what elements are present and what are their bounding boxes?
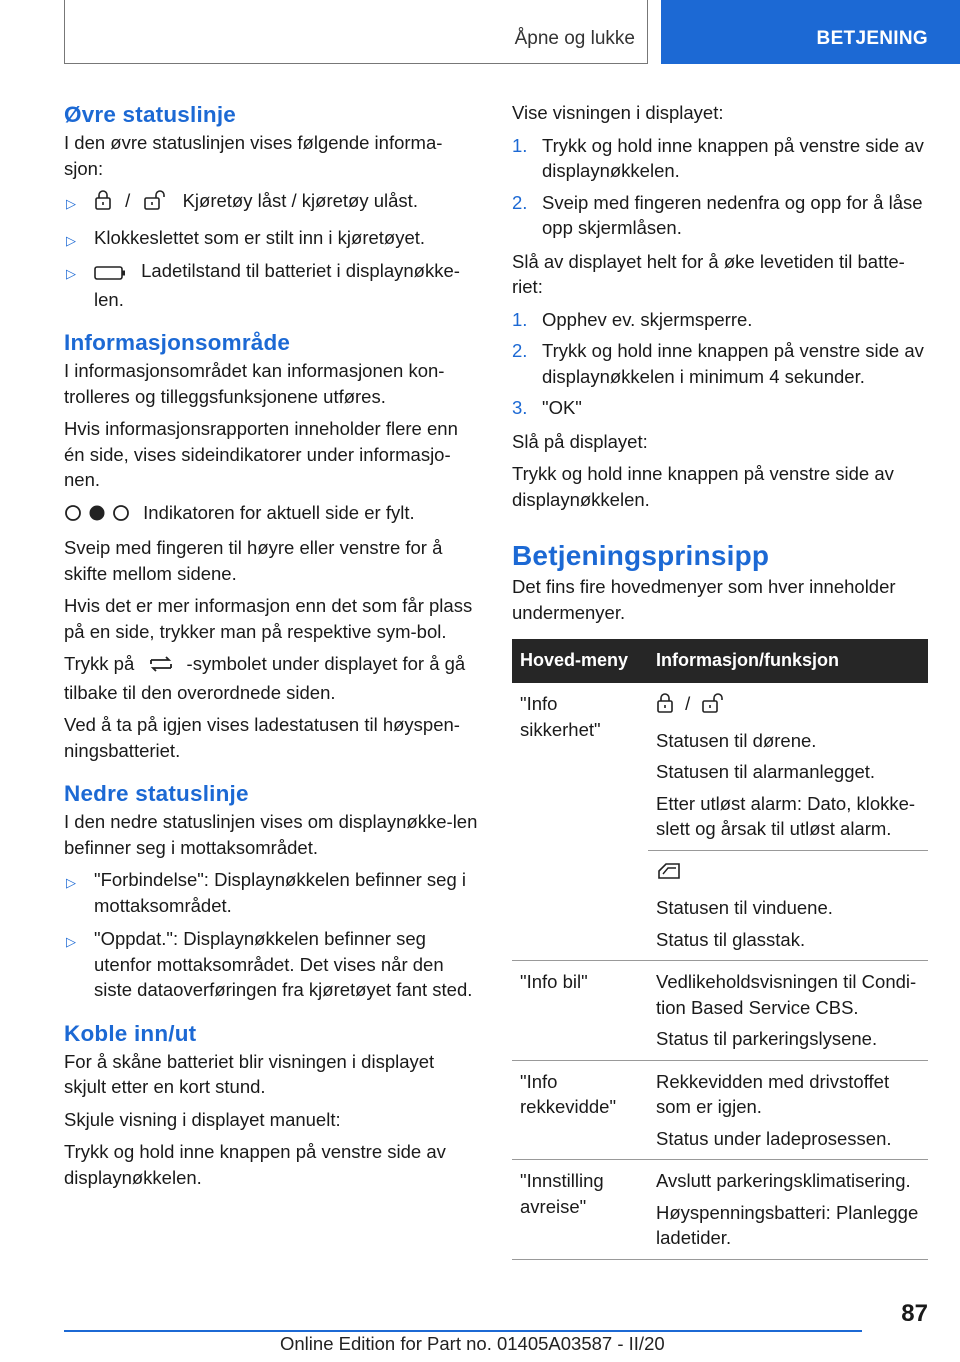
header-section-title: Åpne og lukke: [514, 28, 635, 49]
table-cell-menu: "Innstilling avreise": [512, 1160, 648, 1260]
cell-text: Statusen til vinduene.: [656, 897, 833, 918]
triangle-bullet-icon: ▷: [66, 232, 76, 248]
cell-text: Høyspenningsbatteri: Planlegge ladetider.: [656, 1201, 919, 1248]
header-section-box: [64, 0, 648, 64]
list-item-text: Kjøretøy låst / kjøretøy ulåst.: [182, 190, 418, 211]
table-row: [512, 1060, 928, 1160]
cell-text: Vedlikeholdsvisningen til Condi-tion Based Service CBS.: [656, 971, 917, 1018]
paragraph: Sveip med fingeren til høyre eller venstre for å skifte mellom sidene.: [64, 537, 443, 584]
list-item-text: "Forbindelse": Displaynøkkelen befinner seg i mottaksområdet.: [94, 869, 467, 916]
triangle-bullet-icon: ▷: [66, 875, 76, 890]
list-item-text: "Oppdat.": Displaynøkkelen befinner seg utenfor mottaksområdet. Det vises når den siste dataoverføringen fra kjøretøyet fant sted.: [94, 928, 473, 1000]
lock-locked-icon: [656, 693, 674, 720]
cell-text: Status til parkeringslysene.: [656, 1028, 878, 1049]
footer-edition: Online Edition for Part no. 01405A03587 - II/20: [280, 1333, 665, 1354]
list-item: [512, 307, 928, 333]
step-text: Opphev ev. skjermsperre.: [542, 308, 753, 330]
table-cell-info: [648, 683, 928, 850]
paragraph-text: -symbolet under displayet for å gå tilbake til den overordnede siden.: [64, 653, 466, 703]
lock-locked-icon: [94, 190, 112, 217]
list-item: [512, 338, 928, 389]
step-number: 3.: [512, 397, 528, 418]
paragraph: Trykk og hold inne knappen på venstre side av displaynøkkelen.: [512, 463, 894, 510]
header-chapter-tab: [661, 0, 960, 64]
list-item: [64, 258, 478, 312]
paragraph: Slå på displayet:: [512, 430, 648, 452]
cell-text: Status under ladeprosessen.: [656, 1127, 892, 1149]
table-header-menu: Hoved-meny: [512, 639, 648, 683]
icon-separator: /: [685, 693, 691, 714]
table-cell-menu: "Info rekkevidde": [512, 1060, 648, 1160]
upper-statusbar-list: [64, 188, 478, 312]
step-text: Trykk og hold inne knappen på venstre side av displaynøkkelen.: [542, 134, 924, 181]
step-number: 1.: [512, 134, 528, 156]
cell-text: Avslutt parkeringsklimatisering.: [656, 1170, 911, 1191]
paragraph: Hvis det er mer informasjon enn det som får plass på en side, trykker man på respektive sym-bol.: [64, 595, 473, 642]
table-header-info: Informasjon/funksjon: [648, 639, 928, 683]
table-row: [512, 1160, 928, 1260]
table-cell-info: [648, 850, 928, 961]
page-indicator-paragraph: [64, 500, 478, 529]
list-item: [64, 225, 478, 251]
lock-unlocked-icon: [143, 190, 169, 217]
paragraph: For å skåne batteriet blir visningen i displayet skjult etter en kort stund.: [64, 1050, 435, 1097]
battery-icon: [94, 261, 126, 287]
table-row: [512, 683, 928, 850]
step-text: Sveip med fingeren nedenfra og opp for å låse opp skjermlåsen.: [542, 191, 923, 238]
lower-statusbar-list: [64, 867, 478, 1003]
upper-statusbar-intro: I den øvre statuslinjen vises følgende informa-sjon:: [64, 132, 443, 179]
heading-operating-principle: Betjeningsprinsipp: [512, 540, 770, 571]
list-item: [512, 133, 928, 184]
triangle-bullet-icon: ▷: [66, 196, 76, 211]
page-indicator-dots-icon: [64, 503, 130, 529]
step-number: 2.: [512, 340, 528, 361]
table-cell-info: [648, 1160, 928, 1260]
step-number: 1.: [512, 308, 528, 330]
show-steps-list: [512, 133, 928, 241]
heading-switch-on-off: Koble inn/ut: [64, 1020, 197, 1046]
table-cell-menu: "Info bil": [512, 961, 648, 1061]
paragraph: I informasjonsområdet kan informasjonen kon-trolleres og tilleggsfunksjonene utføres.: [64, 360, 445, 407]
left-column: [64, 100, 478, 1197]
lock-unlocked-icon: [701, 693, 727, 720]
footer-divider: [64, 1330, 862, 1332]
back-arrow-icon: [149, 654, 173, 680]
paragraph: Ved å ta på igjen vises ladestatusen til høyspen-ningsbatteriet.: [64, 714, 460, 761]
list-item: [64, 188, 478, 217]
right-column: [512, 100, 928, 1260]
header-chapter-title: BETJENING: [816, 28, 928, 49]
table-cell-info: [648, 1060, 928, 1160]
step-text: Trykk og hold inne knappen på venstre side av displaynøkkelen i minimum 4 sekunder.: [542, 340, 924, 387]
paragraph: Vise visningen i displayet:: [512, 102, 724, 123]
table-cell-menu: "Info sikkerhet": [512, 683, 648, 961]
paragraph: Det fins fire hovedmenyer som hver inneholder undermenyer.: [512, 576, 896, 623]
list-item: [64, 926, 478, 1003]
cell-text: Status til glasstak.: [656, 928, 806, 950]
car-window-icon: [656, 861, 682, 888]
list-item-text: Ladetilstand til batteriet i displaynøkke-len.: [94, 260, 460, 310]
off-steps-list: [512, 307, 928, 421]
step-text: "OK": [542, 397, 582, 418]
list-item: [64, 867, 478, 918]
table-header-row: [512, 639, 928, 683]
cell-text: Statusen til dørene.: [656, 729, 817, 751]
list-item: [512, 190, 928, 241]
cell-text: Etter utløst alarm: Dato, klokke-slett og årsak til utløst alarm.: [656, 792, 916, 839]
paragraph: Slå av displayet helt for å øke levetiden til batte-riet:: [512, 250, 905, 297]
paragraph: Trykk og hold inne knappen på venstre side av displaynøkkelen.: [64, 1141, 446, 1188]
paragraph: Skjule visning i displayet manuelt:: [64, 1108, 341, 1130]
table-cell-info: [648, 961, 928, 1061]
cell-text: Rekkevidden med drivstoffet som er igjen.: [656, 1070, 890, 1117]
cell-text: Statusen til alarmanlegget.: [656, 761, 876, 782]
main-menu-table: [512, 639, 928, 1260]
heading-lower-statusbar: Nedre statuslinje: [64, 781, 249, 806]
list-item-text: Klokkeslettet som er stilt inn i kjøretøyet.: [94, 226, 426, 248]
icon-separator: /: [125, 190, 131, 211]
paragraph: Hvis informasjonsrapporten inneholder flere enn én side, vises sideindikatorer under informasjo-nen.: [64, 418, 458, 490]
triangle-bullet-icon: ▷: [66, 266, 76, 281]
list-item: [512, 395, 928, 421]
table-row: [512, 961, 928, 1061]
paragraph: I den nedre statuslinjen vises om displaynøkke-len befinner seg i mottaksområdet.: [64, 811, 478, 858]
paragraph-text: Trykk på: [64, 653, 135, 674]
page-number: 87: [901, 1300, 928, 1327]
back-symbol-paragraph: [64, 651, 478, 705]
heading-upper-statusbar: Øvre statuslinje: [64, 102, 237, 127]
heading-info-area: Informasjonsområde: [64, 330, 291, 355]
paragraph-text: Indikatoren for aktuell side er fylt.: [143, 501, 415, 523]
triangle-bullet-icon: ▷: [66, 934, 76, 949]
step-number: 2.: [512, 191, 528, 213]
